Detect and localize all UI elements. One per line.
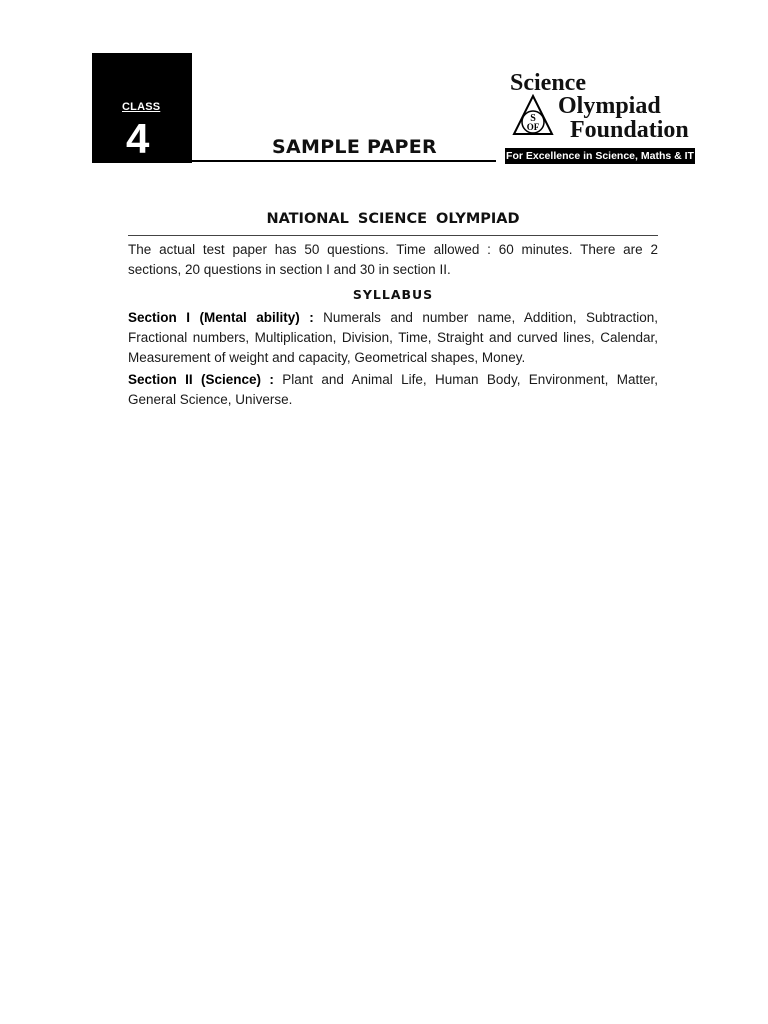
section-1-heading: Section I (Mental ability) : <box>128 310 314 325</box>
syllabus-heading: SYLLABUS <box>352 287 434 302</box>
section-2-paragraph <box>128 370 658 410</box>
class-badge <box>92 53 192 163</box>
sof-emblem-icon <box>512 94 554 140</box>
class-label: CLASS <box>122 101 161 113</box>
logo-line-science: Science <box>510 70 586 96</box>
logo-line-olympiad: Olympiad <box>558 93 661 119</box>
emblem-letter-s: S <box>530 113 536 124</box>
section-1-text: Numerals and number name, Addition, Subtraction, Fractional numbers, Multiplication, Division, Time, Straight and curved lines, Calendar, Measurement of weight and capacity, Geometrical shapes, Money. <box>128 310 658 365</box>
page-title: SAMPLE PAPER <box>272 136 437 158</box>
logo-tagline: For Excellence in Science, Maths & IT <box>506 150 694 162</box>
emblem-letter-f: F <box>533 122 540 132</box>
emblem-letters-of <box>527 122 540 132</box>
exam-title: NATIONAL SCIENCE OLYMPIAD <box>266 211 520 227</box>
section-2-heading: Section II (Science) : <box>128 372 274 387</box>
emblem-letter-o: O <box>526 122 534 132</box>
section-2-text: Plant and Animal Life, Human Body, Environment, Matter, General Science, Universe. <box>128 372 658 407</box>
intro-paragraph: The actual test paper has 50 questions. Time allowed : 60 minutes. There are 2 sections, 20 questions in section I and 30 in section II. <box>128 242 658 277</box>
section-1-paragraph <box>128 308 658 368</box>
title-divider <box>128 235 658 236</box>
header-divider <box>192 160 496 162</box>
logo-line-foundation: Foundation <box>570 117 689 143</box>
class-number: 4 <box>126 115 150 162</box>
